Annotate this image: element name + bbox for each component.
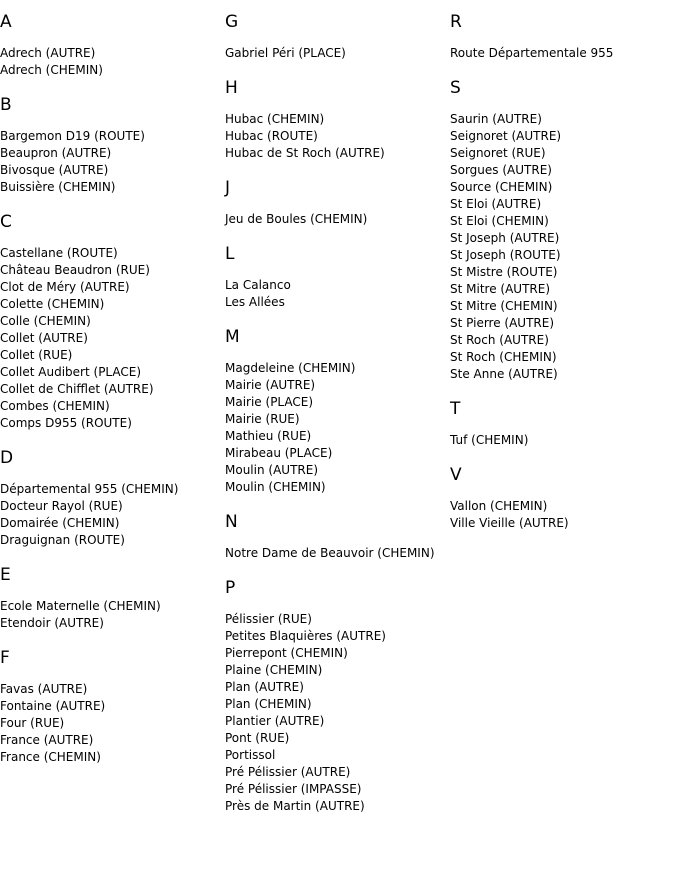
street-link[interactable]: Pierrepont (CHEMIN) [225,646,348,660]
street-link[interactable]: St Joseph (ROUTE) [450,248,561,262]
letter-group-v [450,465,672,532]
street-link[interactable]: Vallon (CHEMIN) [450,499,548,513]
street-link[interactable]: Domairée (CHEMIN) [0,516,120,530]
street-link[interactable]: Notre Dame de Beauvoir (CHEMIN) [225,546,435,560]
street-link[interactable]: Seignoret (AUTRE) [450,129,562,143]
street-link[interactable]: Buissière (CHEMIN) [0,180,116,194]
letter-group-s [450,78,672,383]
letter-heading: P [225,578,236,598]
street-link[interactable]: Mathieu (RUE) [225,429,312,443]
letter-group-b [0,95,220,196]
letter-group-h [225,78,447,162]
street-link[interactable]: St Roch (CHEMIN) [450,350,557,364]
street-link[interactable]: Ecole Maternelle (CHEMIN) [0,599,161,613]
street-link[interactable]: Ville Vieille (AUTRE) [450,516,569,530]
street-link[interactable]: Jeu de Boules (CHEMIN) [225,212,368,226]
street-column-1 [0,0,220,782]
street-link[interactable]: Collet Audibert (PLACE) [0,365,142,379]
street-link[interactable]: Combes (CHEMIN) [0,399,110,413]
letter-heading: V [450,465,462,485]
street-link[interactable]: St Mitre (CHEMIN) [450,299,558,313]
street-link[interactable]: St Joseph (AUTRE) [450,231,560,245]
street-link[interactable]: Gabriel Péri (PLACE) [225,46,346,60]
street-link[interactable]: Source (CHEMIN) [450,180,553,194]
street-link[interactable]: Les Allées [225,295,285,309]
street-link[interactable]: St Mitre (AUTRE) [450,282,551,296]
letter-heading: A [0,12,12,32]
street-link[interactable]: Bargemon D19 (ROUTE) [0,129,145,143]
street-link[interactable]: Plantier (AUTRE) [225,714,325,728]
street-link[interactable]: Four (RUE) [0,716,65,730]
street-link[interactable]: Mirabeau (PLACE) [225,446,333,460]
street-link[interactable]: Portissol [225,748,276,762]
street-link[interactable]: Près de Martin (AUTRE) [225,799,365,813]
street-link[interactable]: Petites Blaquières (AUTRE) [225,629,386,643]
street-link[interactable]: Fontaine (AUTRE) [0,699,106,713]
street-link[interactable]: Adrech (AUTRE) [0,46,96,60]
letter-heading: J [225,178,231,198]
street-link[interactable]: Mairie (PLACE) [225,395,314,409]
letter-heading: B [0,95,12,115]
street-link[interactable]: St Eloi (CHEMIN) [450,214,549,228]
letter-heading: M [225,327,240,347]
letter-group-c [0,212,220,432]
street-link[interactable]: St Eloi (AUTRE) [450,197,542,211]
street-link[interactable]: Mairie (AUTRE) [225,378,316,392]
letter-heading: N [225,512,238,532]
letter-heading: T [450,399,461,419]
street-link[interactable]: Comps D955 (ROUTE) [0,416,132,430]
street-link[interactable]: Colle (CHEMIN) [0,314,91,328]
street-link[interactable]: Pélissier (RUE) [225,612,312,626]
letter-group-r [450,12,672,62]
street-link[interactable]: Route Départementale 955 [450,46,614,60]
street-link[interactable]: Hubac (ROUTE) [225,129,318,143]
street-link[interactable]: Seignoret (RUE) [450,146,546,160]
letter-group-l [225,244,447,311]
street-link[interactable]: Château Beaudron (RUE) [0,263,150,277]
street-link[interactable]: Bivosque (AUTRE) [0,163,109,177]
letter-heading: G [225,12,239,32]
letter-heading: L [225,244,235,264]
letter-group-p [225,578,447,815]
street-link[interactable]: Draguignan (ROUTE) [0,533,125,547]
street-link[interactable]: Colette (CHEMIN) [0,297,105,311]
street-link[interactable]: Plan (CHEMIN) [225,697,312,711]
street-link[interactable]: Ste Anne (AUTRE) [450,367,558,381]
street-link[interactable]: Pré Pélissier (AUTRE) [225,765,351,779]
street-link[interactable]: Sorgues (AUTRE) [450,163,552,177]
letter-heading: H [225,78,238,98]
street-link[interactable]: Clot de Méry (AUTRE) [0,280,130,294]
street-link[interactable]: Magdeleine (CHEMIN) [225,361,356,375]
street-link[interactable]: La Calanco [225,278,291,292]
street-column-3 [450,0,672,548]
street-link[interactable]: Pré Pélissier (IMPASSE) [225,782,362,796]
street-link[interactable]: France (AUTRE) [0,733,94,747]
letter-group-m [225,327,447,496]
street-link[interactable]: Collet (AUTRE) [0,331,88,345]
street-link[interactable]: Plaine (CHEMIN) [225,663,323,677]
street-link[interactable]: Castellane (ROUTE) [0,246,118,260]
letter-group-f [0,648,220,766]
street-link[interactable]: Favas (AUTRE) [0,682,88,696]
letter-heading: S [450,78,461,98]
letter-heading: R [450,12,462,32]
street-link[interactable]: Plan (AUTRE) [225,680,304,694]
letter-group-a [0,12,220,79]
street-link[interactable]: Mairie (RUE) [225,412,300,426]
street-link[interactable]: St Mistre (ROUTE) [450,265,558,279]
letter-group-n [225,512,447,562]
street-link[interactable]: Pont (RUE) [225,731,290,745]
street-link[interactable]: Docteur Rayol (RUE) [0,499,123,513]
letter-heading: F [0,648,10,668]
street-column-2 [225,0,447,831]
street-link[interactable]: France (CHEMIN) [0,750,101,764]
street-link[interactable]: St Roch (AUTRE) [450,333,549,347]
street-link[interactable]: Tuf (CHEMIN) [450,433,529,447]
street-link[interactable]: Départemental 955 (CHEMIN) [0,482,179,496]
street-link[interactable]: Adrech (CHEMIN) [0,63,103,77]
street-link[interactable]: Beaupron (AUTRE) [0,146,112,160]
letter-group-d [0,448,220,549]
street-link[interactable]: Saurin (AUTRE) [450,112,542,126]
letter-heading: E [0,565,11,585]
letter-heading: D [0,448,14,468]
letter-group-g [225,12,447,62]
letter-group-e [0,565,220,632]
street-link[interactable]: Etendoir (AUTRE) [0,616,104,630]
street-link[interactable]: Hubac de St Roch (AUTRE) [225,146,385,160]
letter-heading: C [0,212,12,232]
street-link[interactable]: Hubac (CHEMIN) [225,112,325,126]
street-link[interactable]: St Pierre (AUTRE) [450,316,555,330]
letter-group-j [225,178,447,228]
street-link[interactable]: Moulin (CHEMIN) [225,480,326,494]
street-link[interactable]: Moulin (AUTRE) [225,463,318,477]
street-link[interactable]: Collet de Chifflet (AUTRE) [0,382,154,396]
street-link[interactable]: Collet (RUE) [0,348,73,362]
letter-group-t [450,399,672,449]
